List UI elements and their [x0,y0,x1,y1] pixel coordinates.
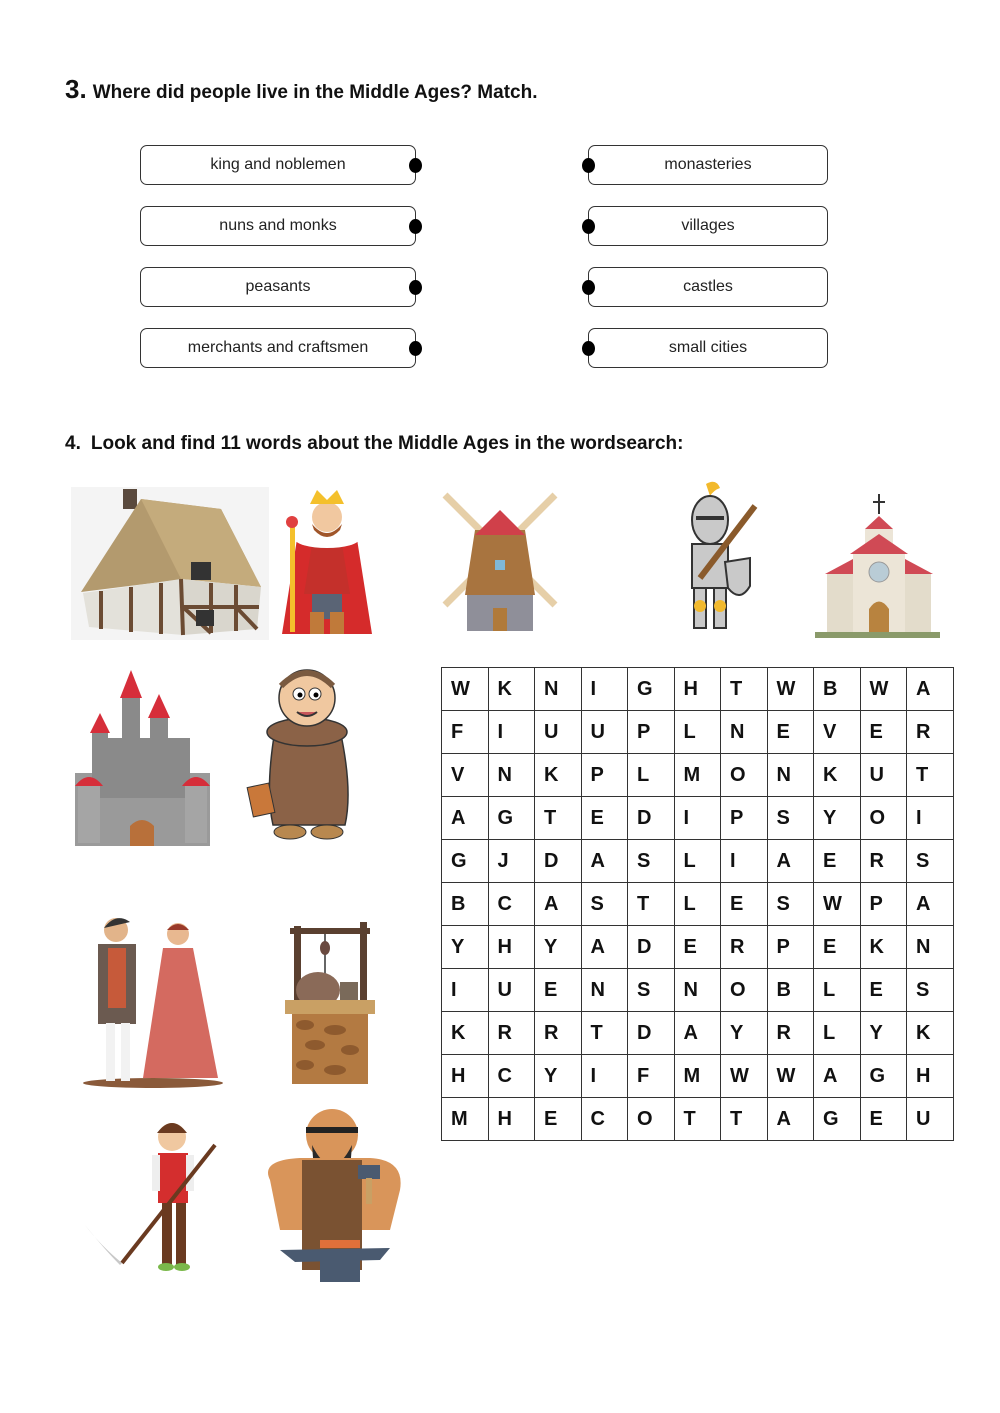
grid-cell[interactable]: O [628,1098,675,1141]
match-left-item[interactable] [140,145,416,185]
grid-cell[interactable]: E [721,883,768,926]
grid-cell[interactable]: G [442,840,489,883]
grid-cell[interactable]: F [628,1055,675,1098]
connector-dot[interactable] [582,219,595,234]
grid-cell[interactable]: I [581,1055,628,1098]
grid-cell[interactable]: A [767,1098,814,1141]
grid-row [442,926,954,969]
match-label: merchants and craftsmen [187,339,369,356]
grid-cell[interactable]: V [442,754,489,797]
grid-cell[interactable]: B [442,883,489,926]
grid-cell[interactable]: M [674,1055,721,1098]
grid-cell[interactable]: I [907,797,954,840]
grid-cell[interactable]: L [814,969,861,1012]
grid-cell[interactable]: S [628,840,675,883]
grid-cell[interactable]: T [721,668,768,711]
grid-cell[interactable]: I [581,668,628,711]
grid-cell[interactable]: E [674,926,721,969]
nobles-icon [78,908,238,1088]
grid-cell[interactable]: M [442,1098,489,1141]
grid-cell[interactable]: O [721,969,768,1012]
grid-cell[interactable]: S [767,797,814,840]
match-right-item[interactable] [588,206,828,246]
grid-cell[interactable]: S [581,883,628,926]
grid-cell[interactable]: N [674,969,721,1012]
grid-cell[interactable]: P [860,883,907,926]
exercise-4-number: 4. [65,433,81,454]
grid-cell[interactable]: Y [442,926,489,969]
grid-cell[interactable]: T [535,797,582,840]
grid-cell[interactable]: L [814,1012,861,1055]
grid-cell[interactable]: T [674,1098,721,1141]
grid-cell[interactable]: W [860,668,907,711]
exercise-4-heading [65,433,683,455]
grid-cell[interactable]: U [860,754,907,797]
grid-cell[interactable]: A [442,797,489,840]
grid-cell[interactable]: H [674,668,721,711]
grid-row [442,797,954,840]
grid-cell[interactable]: T [907,754,954,797]
grid-cell[interactable]: V [814,711,861,754]
grid-row [442,754,954,797]
match-right-item[interactable] [588,267,828,307]
grid-cell[interactable]: E [814,840,861,883]
grid-row [442,1012,954,1055]
grid-cell[interactable]: U [535,711,582,754]
grid-cell[interactable]: K [907,1012,954,1055]
church-icon [815,494,940,639]
grid-cell[interactable]: L [674,711,721,754]
grid-cell[interactable]: D [628,1012,675,1055]
match-right-item[interactable] [588,145,828,185]
grid-cell[interactable]: A [581,840,628,883]
grid-cell[interactable]: Y [814,797,861,840]
grid-cell[interactable]: W [767,668,814,711]
grid-cell[interactable]: D [535,840,582,883]
grid-cell[interactable]: H [488,926,535,969]
match-label: monasteries [664,156,752,173]
match-label: nuns and monks [219,217,337,234]
grid-row [442,883,954,926]
match-right-item[interactable] [588,328,828,368]
grid-cell[interactable]: N [767,754,814,797]
grid-cell[interactable]: R [535,1012,582,1055]
grid-cell[interactable]: C [581,1098,628,1141]
grid-cell[interactable]: E [860,711,907,754]
grid-cell[interactable]: H [488,1098,535,1141]
grid-cell[interactable]: E [860,1098,907,1141]
match-left-item[interactable] [140,206,416,246]
grid-cell[interactable]: H [442,1055,489,1098]
connector-dot[interactable] [582,341,595,356]
grid-cell[interactable]: J [488,840,535,883]
grid-cell[interactable]: D [628,926,675,969]
grid-cell[interactable]: W [442,668,489,711]
grid-cell[interactable]: G [628,668,675,711]
grid-row [442,711,954,754]
grid-cell[interactable]: P [721,797,768,840]
grid-cell[interactable]: H [907,1055,954,1098]
grid-cell[interactable]: B [814,668,861,711]
grid-cell[interactable]: T [721,1098,768,1141]
grid-cell[interactable]: W [814,883,861,926]
grid-cell[interactable]: U [581,711,628,754]
cottage-icon [71,487,269,640]
grid-cell[interactable]: A [674,1012,721,1055]
grid-row [442,668,954,711]
grid-cell[interactable]: C [488,883,535,926]
match-label: small cities [668,339,748,356]
grid-cell[interactable]: F [442,711,489,754]
grid-cell[interactable]: Y [535,926,582,969]
match-label: villages [681,217,735,234]
grid-cell[interactable]: E [860,969,907,1012]
grid-cell[interactable]: N [721,711,768,754]
exercise-3-heading [65,74,537,105]
grid-cell[interactable]: S [907,840,954,883]
grid-cell[interactable]: B [767,969,814,1012]
grid-cell[interactable]: G [814,1098,861,1141]
castle-icon [70,658,215,846]
connector-dot[interactable] [582,280,595,295]
grid-row [442,1055,954,1098]
grid-cell[interactable]: K [442,1012,489,1055]
grid-cell[interactable]: I [442,969,489,1012]
grid-cell[interactable]: E [535,1098,582,1141]
grid-cell[interactable]: A [907,883,954,926]
grid-row [442,840,954,883]
grid-cell[interactable]: E [581,797,628,840]
grid-cell[interactable]: A [907,668,954,711]
grid-cell[interactable]: R [721,926,768,969]
grid-cell[interactable]: O [721,754,768,797]
grid-cell[interactable]: S [628,969,675,1012]
grid-cell[interactable]: G [488,797,535,840]
grid-cell[interactable]: A [814,1055,861,1098]
grid-cell[interactable]: P [628,711,675,754]
grid-cell[interactable]: P [767,926,814,969]
grid-cell[interactable]: E [535,969,582,1012]
grid-cell[interactable]: S [907,969,954,1012]
grid-cell[interactable]: N [907,926,954,969]
grid-cell[interactable]: W [721,1055,768,1098]
grid-cell[interactable]: L [628,754,675,797]
grid-cell[interactable]: L [674,840,721,883]
match-left-item[interactable] [140,267,416,307]
grid-cell[interactable]: I [488,711,535,754]
grid-cell[interactable]: R [488,1012,535,1055]
connector-dot[interactable] [582,158,595,173]
exercise-3-number: 3. [65,74,87,104]
wordsearch-grid [441,667,954,1141]
grid-cell[interactable]: W [767,1055,814,1098]
grid-cell[interactable]: Y [535,1055,582,1098]
grid-row [442,1098,954,1141]
monk-icon [245,660,370,845]
grid-cell[interactable]: S [767,883,814,926]
grid-cell[interactable]: I [721,840,768,883]
grid-cell[interactable]: R [907,711,954,754]
connector-dot[interactable] [409,280,422,295]
grid-cell[interactable]: I [674,797,721,840]
peasant-icon [80,1115,230,1285]
grid-cell[interactable]: K [535,754,582,797]
grid-cell[interactable]: N [488,754,535,797]
grid-cell[interactable]: R [767,1012,814,1055]
grid-cell[interactable]: A [535,883,582,926]
grid-cell[interactable]: Y [860,1012,907,1055]
windmill-icon [440,490,560,635]
exercise-4-title: Look and find 11 words about the Middle Ages in the wordsearch: [90,433,684,454]
knight-icon [670,478,760,638]
grid-cell[interactable]: G [860,1055,907,1098]
grid-cell[interactable]: A [767,840,814,883]
king-icon [272,484,382,641]
grid-cell[interactable]: R [860,840,907,883]
grid-cell[interactable]: N [581,969,628,1012]
connector-dot[interactable] [409,158,422,173]
grid-cell[interactable]: E [814,926,861,969]
grid-cell[interactable]: Y [721,1012,768,1055]
match-left-item[interactable] [140,328,416,368]
grid-cell[interactable]: C [488,1055,535,1098]
grid-cell[interactable]: L [674,883,721,926]
grid-cell[interactable]: K [860,926,907,969]
match-label: king and noblemen [210,156,346,173]
grid-cell[interactable]: D [628,797,675,840]
grid-cell[interactable]: U [907,1098,954,1141]
grid-cell[interactable]: U [488,969,535,1012]
blacksmith-icon [240,1100,420,1290]
connector-dot[interactable] [409,219,422,234]
grid-cell[interactable]: K [814,754,861,797]
grid-cell[interactable]: N [535,668,582,711]
grid-cell[interactable]: A [581,926,628,969]
grid-cell[interactable]: P [581,754,628,797]
grid-cell[interactable]: M [674,754,721,797]
grid-cell[interactable]: T [628,883,675,926]
connector-dot[interactable] [409,341,422,356]
exercise-3-title: Where did people live in the Middle Ages? Match. [92,82,538,103]
grid-row [442,969,954,1012]
grid-cell[interactable]: O [860,797,907,840]
match-label: peasants [245,278,311,295]
grid-cell[interactable]: K [488,668,535,711]
grid-cell[interactable]: T [581,1012,628,1055]
grid-cell[interactable]: E [767,711,814,754]
match-label: castles [683,278,733,295]
well-icon [280,920,380,1090]
